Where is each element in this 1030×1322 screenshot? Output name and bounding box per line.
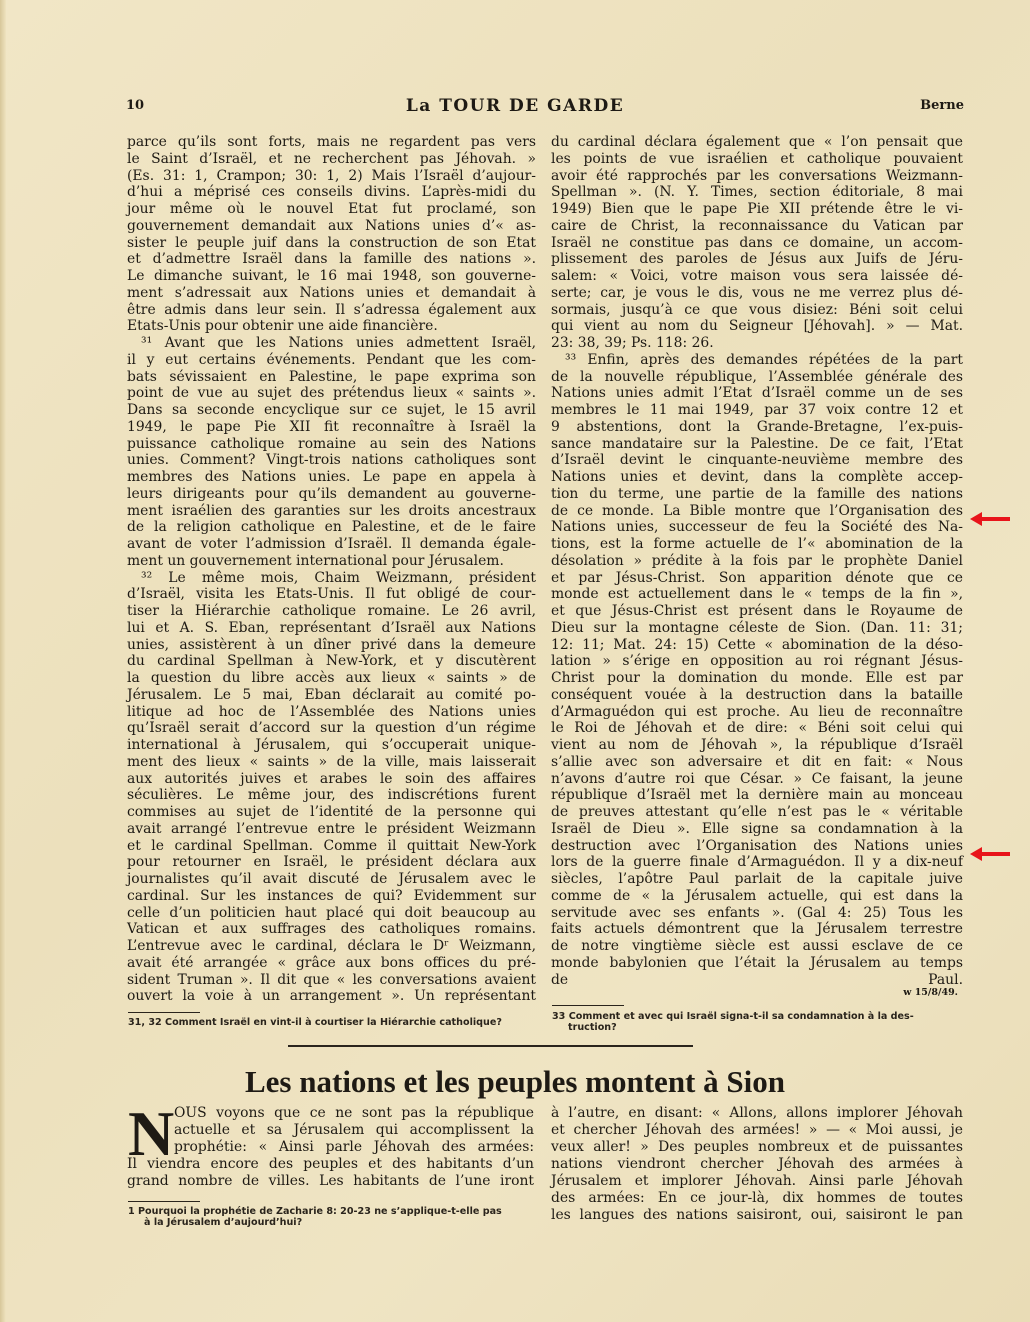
text-line: leurs dirigeants pour qu’ils demandent au gouverne- <box>127 485 536 502</box>
text-line: journalistes qu’il avait discuté de Jérusalem avec le <box>127 871 536 887</box>
footnote-divider <box>552 1005 624 1006</box>
text-line: plissement des paroles de Jésus aux Juifs de Jéru- <box>551 251 963 268</box>
text-line: Christ pour la domination du monde. Elle est par <box>551 670 963 686</box>
text-line: ³³ Enfin, après des demandes répétées de la part <box>565 351 963 368</box>
text-line: commises au sujet de l’identité de la personne qui <box>127 804 536 820</box>
text-line: Israël ne constitue pas dans ce domaine, un accom- <box>551 234 963 251</box>
text-line: aux autorités juives et arabes le soin des affaires <box>127 770 536 787</box>
text-line: actuelle et sa Jérusalem qui accomplissent la <box>174 1122 534 1138</box>
text-line: servitude avec ses enfants ». (Gal 4: 25) Tous les <box>551 904 963 921</box>
text-line: puissance catholique romaine au sein des Nations <box>127 435 536 452</box>
footnote-line: 1 Pourquoi la prophétie de Zacharie 8: 20-23 ne s’applique-t-elle pas <box>128 1206 502 1217</box>
text-line: des armées: En ce jour-là, dix hommes de toutes <box>551 1190 963 1206</box>
text-line: qu’Israël serait d’accord sur la question d’un régime <box>127 720 536 737</box>
edition-label: Berne <box>920 98 964 113</box>
text-line: lation » s’érige en opposition au roi régnant Jésus- <box>551 653 963 670</box>
text-line: lors de la guerre finale d’Armaguédon. Il y a dix-neuf <box>551 854 963 871</box>
text-line: prophétie: « Ainsi parle Jéhovah des armées: <box>174 1139 534 1155</box>
text-line: Dans sa seconde encyclique sur ce sujet, le 15 avril <box>127 402 536 418</box>
text-line: de preuves attestant qu’elle n’est pas le « véritable <box>551 804 963 820</box>
text-line: destruction avec l’Organisation des Nations unies <box>551 837 963 854</box>
text-line: le Roi de Jéhovah et de dire: « Béni soit celui qui <box>551 720 963 737</box>
text-line: lui et A. S. Eban, représentant d’Israël aux Nations <box>127 619 536 636</box>
text-line: Spellman ». (N. Y. Times, section éditoriale, 8 mai <box>551 184 963 201</box>
text-line: ³² Le même mois, Chaim Weizmann, président <box>141 569 536 586</box>
text-line: vient au nom de Jéhovah », la république d’Israël <box>551 737 963 753</box>
right-footnote <box>552 1011 914 1033</box>
text-line: conséquent vouée à la destruction dans la bataille <box>551 686 963 703</box>
footnote-line: 33 Comment et avec qui Israël signa-t-il sa condamnation à la des- <box>552 1011 914 1022</box>
text-line: faits actuels démontrent que la Jérusalem terrestre <box>551 921 963 938</box>
text-line: veux aller! » Des peuples nombreux et de puissantes <box>551 1139 963 1155</box>
text-line: de Paul. <box>551 971 963 988</box>
text-line: d’Armaguédon qui est proche. Au lieu de reconnaître <box>551 703 963 720</box>
text-line: ment israélien des garanties sur les droits ancestraux <box>127 502 536 519</box>
left-footnote: 31, 32 Comment Israël en vint-il à courtiser la Hiérarchie catholique? <box>128 1017 502 1028</box>
text-line: ment s’adressait aux Nations unies et demandait à <box>127 284 536 301</box>
text-line: Dieu sur la montagne céleste de Sion. (Dan. 11: 31; <box>551 619 963 636</box>
section-divider <box>288 1045 693 1047</box>
page-edge-shadow <box>0 0 6 1322</box>
text-line: qui vient au nom du Seigneur [Jéhovah]. » — Mat. <box>551 318 963 335</box>
text-line: et que Jésus-Christ est présent dans le Royaume de <box>551 603 963 619</box>
text-line: ³¹ Avant que les Nations unies admettent Israël, <box>141 335 536 351</box>
text-line: de la nouvelle république, l’Assemblée générale des <box>551 368 963 385</box>
footnote-divider <box>128 1012 200 1013</box>
text-line: (Es. 31: 1, Crampon; 30: 1, 2) Mais l’Israël d’aujour- <box>127 167 536 184</box>
text-line: du cardinal déclara également que « l’on pensait que <box>551 134 963 150</box>
text-line: sident Truman ». Il dit que « les conversations avaient <box>127 971 536 988</box>
text-line: tion du terme, une partie de la famille des nations <box>551 485 963 502</box>
text-line: et par Jésus-Christ. Son apparition dénote que ce <box>551 569 963 586</box>
text-line: monde babylonien que l’était la Jérusalem au temps <box>551 954 963 971</box>
text-line: et le cardinal Spellman. Comme il quittait New-York <box>127 837 536 854</box>
text-line: sance mandataire sur la Palestine. De ce fait, l’Etat <box>551 435 963 452</box>
footnote-line: truction? <box>568 1022 617 1033</box>
text-line: celle d’un politicien haut placé qui doit beaucoup au <box>127 904 536 921</box>
text-line: unies. Comment? Vingt-trois nations catholiques sont <box>127 452 536 469</box>
text-line: gouvernement demandait aux Nations unies d’« as- <box>127 217 536 234</box>
text-line: désolation » prédite à la fois par le prophète Daniel <box>551 552 963 569</box>
text-line: siècles, l’apôtre Paul parlait de la capitale juive <box>551 871 963 887</box>
text-line: de notre vingtième siècle est aussi esclave de ce <box>551 938 963 954</box>
page-number: 10 <box>126 98 145 113</box>
text-line: 1949) Bien que le pape Pie XII prétende être le vi- <box>551 201 963 217</box>
text-line: il y eut certains événements. Pendant que les com- <box>127 351 536 368</box>
text-line: Jérusalem et implorer Jéhovah. Ainsi parle Jéhovah <box>551 1173 963 1189</box>
text-line: avait été arrangée « grâce aux bons offices du pré- <box>127 954 536 971</box>
text-line: et chercher Jéhovah des armées! » — « Moi aussi, je <box>551 1122 963 1138</box>
text-line: Israël de Dieu ». Elle signe sa condamnation à la <box>551 820 963 837</box>
text-line: de ce monde. La Bible montre que l’Organisation des <box>551 502 963 519</box>
text-line: unies, assistèrent à un dîner privé dans la demeure <box>127 636 536 653</box>
article-title: Les nations et les peuples montent à Sion <box>245 1064 785 1099</box>
text-line: séculières. Le même jour, des indiscrétions furent <box>127 787 536 804</box>
text-line: n’avons d’autre roi que César. » Ce faisant, la jeune <box>551 770 963 787</box>
text-line: sister le peuple juif dans la construction de son Etat <box>127 234 536 251</box>
text-line: point de vue au sujet des prétendus lieux « saints ». <box>127 385 536 402</box>
text-line: avant de voter l’admission d’Israël. Il demanda égale- <box>127 536 536 552</box>
text-line: d’Israël, visita les Etats-Unis. Il fut obligé de cour- <box>127 586 536 603</box>
drop-cap: N <box>128 1098 175 1169</box>
text-line: Il viendra encore des peuples et des habitants d’un <box>127 1156 534 1172</box>
text-line: L’entrevue avec le cardinal, déclara le Dʳ Weizmann, <box>127 938 536 954</box>
source-citation: w 15/8/49. <box>903 987 958 998</box>
text-line: d’hui a méprisé ces conseils divins. L’après-midi du <box>127 184 536 201</box>
text-line: à l’autre, en disant: « Allons, allons implorer Jéhovah <box>551 1105 963 1121</box>
text-line: le Saint d’Israël, et ne recherchent pas Jéhovah. » <box>127 150 536 167</box>
text-line: les langues des nations saisiront, oui, saisiront le pan <box>551 1207 963 1223</box>
left-column-text <box>127 134 536 1005</box>
text-line: caire de Christ, la reconnaissance du Vatican par <box>551 217 963 234</box>
text-line: 1949, le pape Pie XII fit reconnaître à Israël la <box>127 418 536 435</box>
text-line: Etats-Unis pour obtenir une aide financière. <box>127 318 438 335</box>
text-line: république d’Israël met la dernière main au monceau <box>551 787 963 804</box>
text-line: pour retourner en Israël, le président déclara aux <box>127 854 536 871</box>
text-line: ment un gouvernement international pour Jérusalem. <box>127 552 504 569</box>
text-line: Vatican et aux suffrages des catholiques romains. <box>127 921 536 938</box>
text-line: Le dimanche suivant, le 16 mai 1948, son gouverne- <box>127 268 536 284</box>
text-line: de la religion catholique en Palestine, et de le faire <box>127 519 536 536</box>
text-line: bats sévissaient en Palestine, le pape exprima son <box>127 368 536 385</box>
text-line: grand nombre de villes. Les habitants de l’une iront <box>127 1173 534 1189</box>
text-line: parce qu’ils sont forts, mais ne regardent pas vers <box>127 134 536 150</box>
footnote-line: à la Jérusalem d’aujourd’hui? <box>144 1217 303 1228</box>
text-line: Nations unies et devint, dans la complète accep- <box>551 469 963 485</box>
text-line: 12: 11; Mat. 24: 15) Cette « abomination de la déso- <box>551 636 963 653</box>
text-line: Jérusalem. Le 5 mai, Eban déclarait au comité po- <box>127 686 536 703</box>
text-line: salem: « Voici, votre maison vous sera laissée dé- <box>551 268 963 284</box>
text-line: OUS voyons que ce ne sont pas la république <box>174 1105 534 1121</box>
text-line: membres le 11 mai 1949, par 37 voix contre 12 et <box>551 402 963 418</box>
article-left-text <box>127 1098 534 1190</box>
text-line: la question du libre accès aux lieux « saints » de <box>127 670 536 686</box>
footnote-divider <box>128 1201 200 1202</box>
text-line: et d’admettre Israël dans la famille des nations ». <box>127 251 536 268</box>
text-line: avait arrangé l’entrevue entre le président Weizmann <box>127 820 536 837</box>
text-line: les points de vue israélien et catholique pouvaient <box>551 150 963 167</box>
text-line: international à Jérusalem, qui s’occuperait unique- <box>127 737 536 753</box>
text-line: du cardinal Spellman à New-York, et y discutèrent <box>127 653 536 670</box>
text-line: jour même où le nouvel Etat fut proclamé, son <box>127 201 536 217</box>
text-line: avoir été rapprochés par les conversations Weizmann- <box>551 167 963 184</box>
text-line: membres des Nations unies. Le pape en appela à <box>127 469 536 485</box>
text-line: nations viendront chercher Jéhovah des armées à <box>551 1156 963 1172</box>
text-line: comme de « la Jérusalem actuelle, qui est dans la <box>551 887 963 904</box>
text-line: tions, est la forme actuelle de l’« abomination de la <box>551 536 963 552</box>
article-right-text <box>551 1105 963 1224</box>
red-arrow-icon <box>970 847 1010 861</box>
text-line: tiser la Hiérarchie catholique romaine. Le 26 avril, <box>127 603 536 619</box>
magazine-title: La TOUR DE GARDE <box>405 96 625 116</box>
text-line: s’allie avec son adversaire et dit en fait: « Nous <box>551 753 963 770</box>
text-line: litique ad hoc de l’Assemblée des Nations unies <box>127 703 536 720</box>
text-line: 9 abstentions, dont la Grande-Bretagne, l’ex-puis- <box>551 418 963 435</box>
text-line: 23: 38, 39; Ps. 118: 26. <box>551 335 714 351</box>
red-arrow-icon <box>970 512 1010 526</box>
text-line: serte; car, je vous le dis, vous ne me verrez plus dé- <box>551 284 963 301</box>
text-line: être admis dans leur sein. Il s’adressa également aux <box>127 301 536 318</box>
text-line: monde est actuellement dans le « temps de la fin », <box>551 586 963 603</box>
right-column-text <box>551 134 963 988</box>
text-line: d’Israël devint le cinquante-neuvième membre des <box>551 452 963 469</box>
text-line: cardinal. Sur les instances de qui? Evidemment sur <box>127 887 536 904</box>
text-line: ouvert la voie à un arrangement ». Un représentant <box>127 988 536 1005</box>
text-line: sormais, jusqu’à ce que vous disiez: Béni soit celui <box>551 301 963 318</box>
text-line: Nations unies admit l’Etat d’Israël comme un de ses <box>551 385 963 402</box>
text-line: Nations unies, successeur de feu la Société des Na- <box>551 519 963 536</box>
text-line: ment des lieux « saints » de la ville, mais laisserait <box>127 753 536 770</box>
article-footnote <box>128 1206 502 1228</box>
